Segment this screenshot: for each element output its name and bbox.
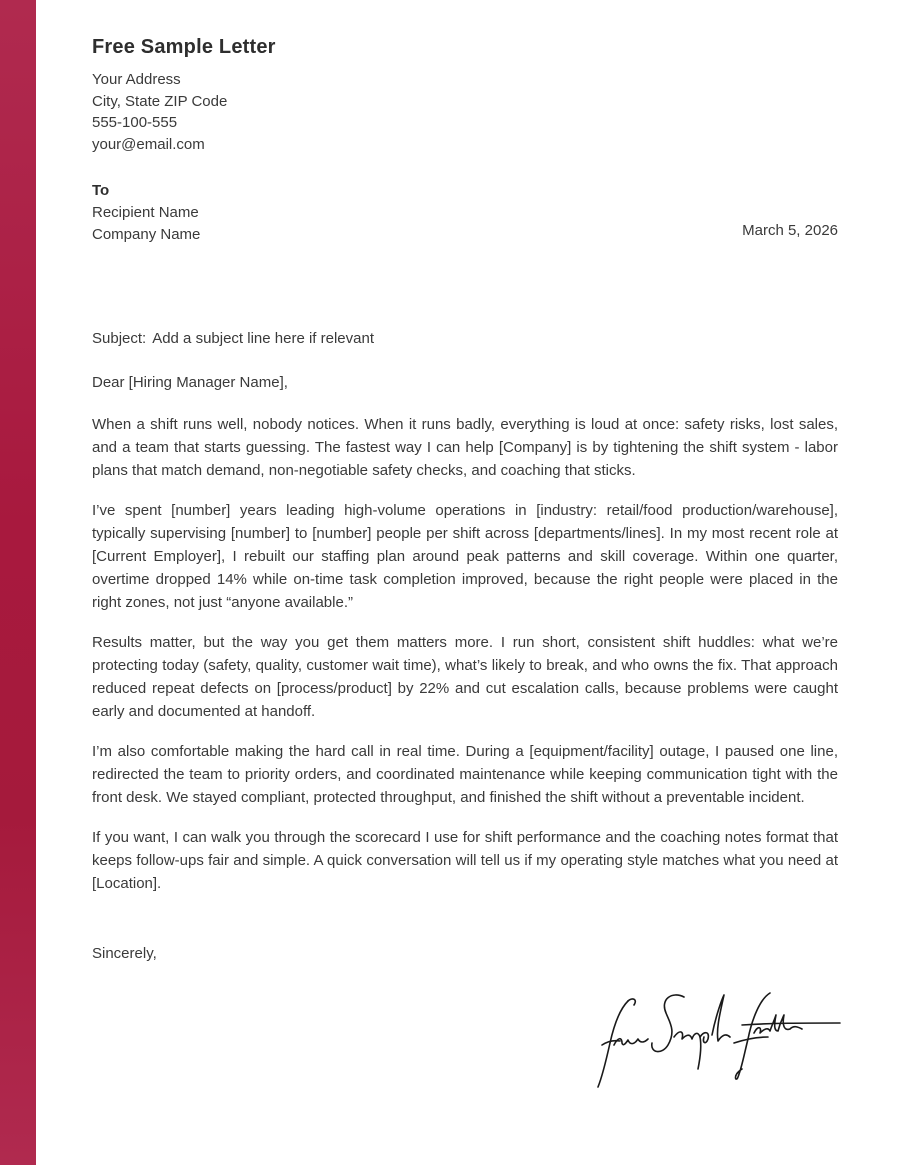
- recipient-company: Company Name: [92, 226, 201, 243]
- body-paragraph-3: Results matter, but the way you get them matters more. I run short, consistent shift huddles: what we’re protecting today (safety, quality, customer wait time), what’s likely to break, and who owns the fix. That approach reduced repeat defects on [process/product] by 22% and cut escalation calls, because problems were caught early and documented at handoff.: [92, 634, 838, 720]
- body-paragraph-4: I’m also comfortable making the hard call in real time. During a [equipment/facility] outage, I paused one line, redirected the team to priority orders, and coordinated maintenance while keeping communication tight with the front desk. We stayed compliant, protected throughput, and finished the shift without a preventable incident.: [92, 743, 838, 806]
- body-paragraph-2: I’ve spent [number] years leading high-volume operations in [industry: retail/food production/warehouse], typically supervising [number] to [number] people per shift across [departments/lines]. In my most recent role at [Current Employer], I rebuilt our staffing plan around peak patterns and skill coverage. Within one quarter, overtime dropped 14% while on-time task completion improved, because the right people were placed in the right zones, not just “anyone available.”: [92, 502, 838, 611]
- closing: Sincerely,: [92, 945, 157, 962]
- body-paragraph-5: If you want, I can walk you through the scorecard I use for shift performance and the coaching notes format that keeps follow-ups fair and simple. A quick conversation will tell us if my operating style matches what you need at [Location].: [92, 829, 838, 892]
- subject-text: Add a subject line here if relevant: [152, 330, 375, 347]
- letter-date: March 5, 2026: [742, 222, 838, 239]
- body-paragraph-1: When a shift runs well, nobody notices. When it runs badly, everything is loud at once: safety risks, lost sales, and a team that starts guessing. The fastest way I can help [Company] is by tightening the shift system - labor plans that match demand, non-negotiable safety checks, and coaching that sticks.: [92, 416, 838, 479]
- sender-phone: 555-100-555: [92, 114, 178, 132]
- sender-block: [92, 69, 227, 156]
- sender-city: City, State ZIP Code: [92, 92, 228, 110]
- recipient-name: Recipient Name: [92, 204, 199, 221]
- to-label: To: [92, 182, 110, 199]
- subject-line: [92, 330, 374, 347]
- subject-label: Subject:: [92, 330, 147, 347]
- letter-body: [92, 413, 838, 912]
- sender-address: Your Address: [92, 71, 181, 88]
- sender-email: your@email.com: [92, 136, 205, 154]
- handwritten-signature: [592, 985, 847, 1095]
- letter-title: Free Sample Letter: [92, 36, 276, 58]
- accent-side-bar: [0, 0, 36, 1165]
- recipient-block: [92, 180, 200, 246]
- salutation: Dear [Hiring Manager Name],: [92, 374, 288, 391]
